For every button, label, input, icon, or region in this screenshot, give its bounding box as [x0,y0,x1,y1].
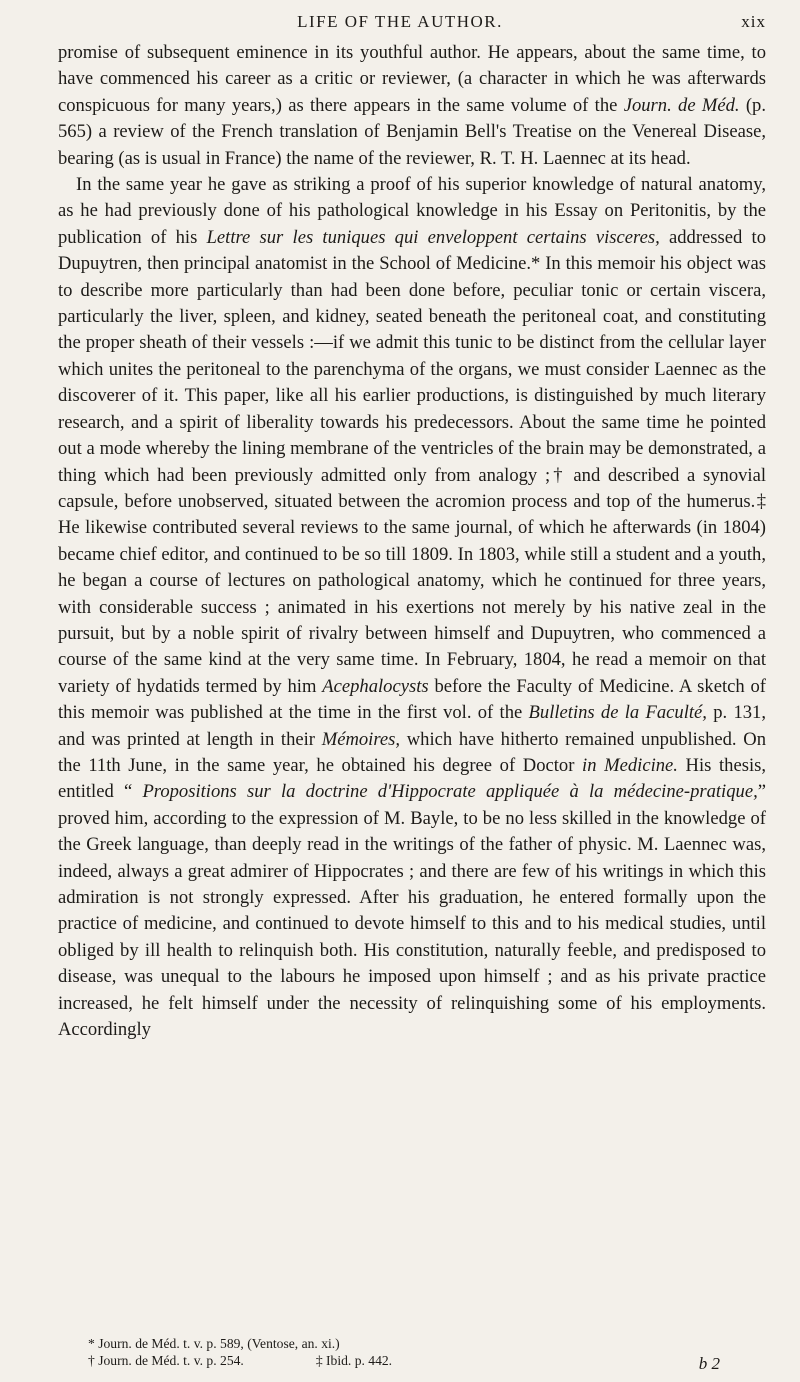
text-run: before the Faculty of Medicine. A sketch of this memoir was published at the time in the first vol. of the [58,675,766,724]
text-run: (p. 565) a review of the French translation of Benjamin Bell's Treatise on the Venereal Disease, bearing (as is usual in France) the name of the reviewer, R. T. H. Laennec at its head. [58,94,767,169]
footnote-row [88,1352,748,1369]
text-run: p. 131, and was printed at length in their [58,702,767,750]
text-run: addressed to Dupuytren, then principal anatomist in the School of Medicine.* In this memoir his object was to describe more particularly than had been done before, peculiar tonic or certain viscera, particularly the liver, spleen, and kidney, seated beneath the peritoneal coat, and constituting the proper sheath of their vessels :—if we admit this tunic to be distinct from the cellular layer which unites the peritoneal to the parenchyma of the organs, we must consider Laennec as the discoverer of it. This paper, like all his earlier productions, is distinguished by much literary research, and a spirit of liberality towards his predecessors. About the same time he pointed out a mode whereby the lining membrane of the ventricles of the brain may be demonstrated, a thing which had been previously admitted only from analogy ;† and described a synovial capsule, before unobserved, situated between the acromion process and top of the humerus.‡ He likewise contributed several reviews to the same journal, of which he afterwards (in 1804) became chief editor, and continued to be so till 1809. In 1803, while still a student and a youth, he began a course of lectures on pathological anatomy, which he continued for three years, with considerable success ; animated in his exertions not merely by his native zeal in the pursuit, but by a noble spirit of rivalry between himself and Dupuytren, who commenced a course of the same kind at the very same time. In February, 1804, he read a memoir on that variety of hydatids termed by him [58,226,766,697]
italic-text-run: Acephalocysts [322,675,429,697]
text-run: which have hitherto remained unpublished. On the 11th June, in the same year, he obtained his degree of Doctor [58,728,766,776]
italic-text-run: Journ. de Méd. [623,94,740,116]
text-run: promise of subsequent eminence in its youthful author. He appears, about the same time, to have commenced his career as a critic or reviewer, (a character in which he was afterwards conspicuous for many years,) as there appears in the same volume of the [58,42,766,116]
footnote: † Journ. de Méd. t. v. p. 254. [88,1353,244,1368]
text-run: ” proved him, according to the expression of M. Bayle, to be no less skilled in the knowledge of the Greek language, than deeply read in the writings of the father of physic. M. Laennec was, indeed, always a great admirer of Hippocrates ; and there are few of his writings in which this admiration is not strongly expressed. After his graduation, he entered formally upon the practice of medicine, and continued to devote himself to this and to his medical studies, until obliged by ill health to relinquish both. His constitution, naturally feeble, and predisposed to disease, was unequal to the labours he imposed upon himself ; and as his private practice increased, he felt himself under the necessity of relinquishing some of his employments. Accordingly [58,781,766,1041]
italic-text-run: Propositions sur la doctrine d'Hippocrate appliquée à la médecine-pratique, [142,781,758,803]
italic-text-run: in Medicine. [582,754,678,776]
italic-text-run: Lettre sur les tuniques qui enveloppent certains visceres, [206,226,660,248]
paragraph [58,172,766,1043]
italic-text-run: Bulletins de la Faculté, [528,702,707,724]
paragraph [58,40,766,172]
body-text [58,40,766,1043]
running-title: LIFE OF THE AUTHOR. [297,12,503,31]
footnote: * Journ. de Méd. t. v. p. 589, (Ventose, an. xi.) [88,1336,340,1351]
footnotes [88,1335,748,1369]
text-run: His thesis, entitled “ [58,754,766,803]
footnote: ‡ Ibid. p. 442. [315,1353,393,1368]
text-run: In the same year he gave as striking a proof of his superior knowledge of natural anatomy, as he had previously done of his pathological knowledge in his Essay on Peritonitis, by the publication of his [58,174,766,248]
page-number: xix [741,12,766,31]
italic-text-run: Mémoires, [321,728,401,750]
signature-mark: b 2 [698,1354,720,1373]
